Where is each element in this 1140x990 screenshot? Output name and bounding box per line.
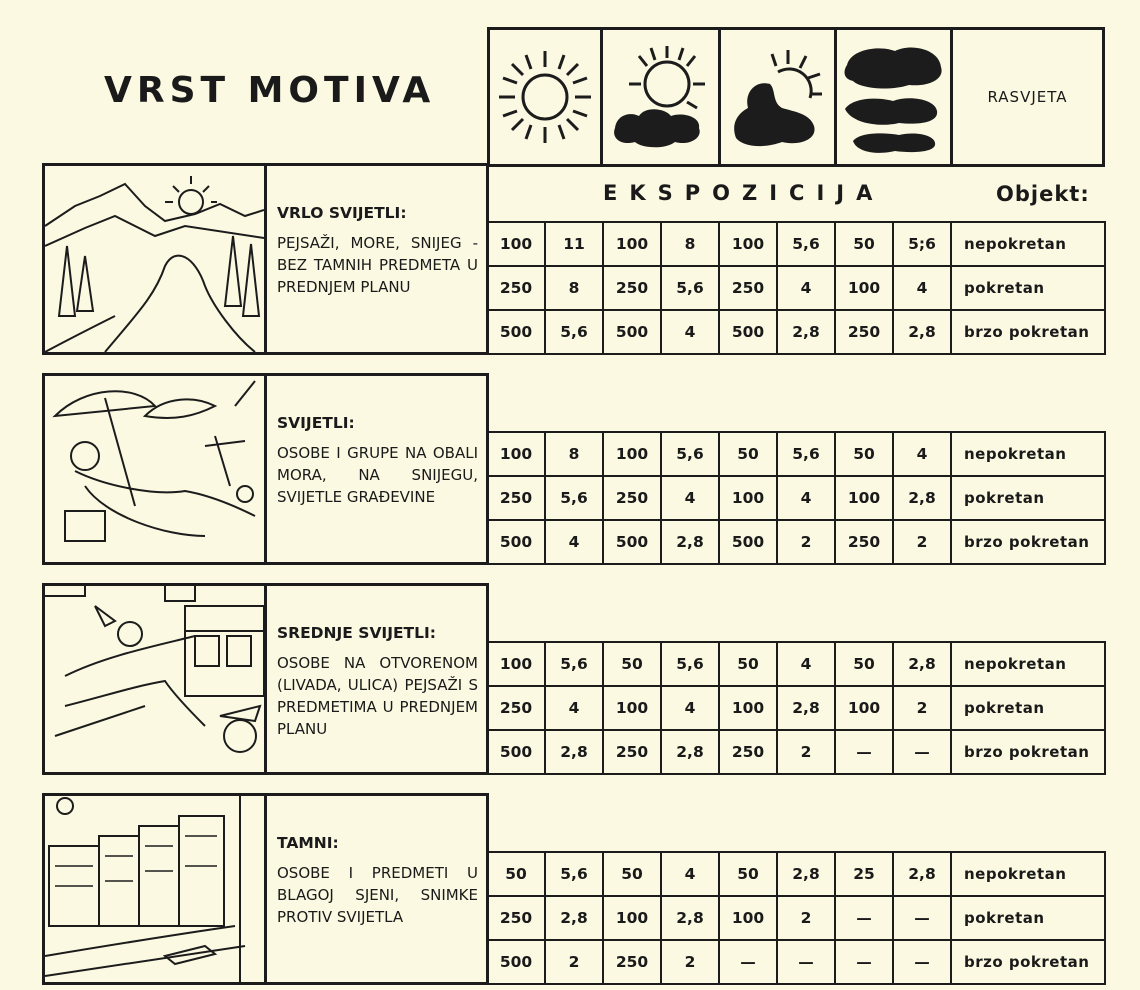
exposure-cell: 500 [603,310,661,354]
exposure-cell: 250 [603,266,661,310]
beach-people-illustration [45,376,264,562]
exposure-cell: 5,6 [777,432,835,476]
section-heading: SREDNJE SVIJETLI: [277,624,436,642]
exposure-cell: 11 [545,222,603,266]
objekt-cell: brzo pokretan [951,520,1105,564]
exposure-cell: 2,8 [777,686,835,730]
rasvjeta-label: RASVJETA [950,27,1105,167]
exposure-cell: 4 [777,266,835,310]
exposure-cell: 250 [835,520,893,564]
exposure-cell: — [893,940,951,984]
objekt-cell: pokretan [951,896,1105,940]
table-row [487,896,1105,940]
objekt-cell: nepokretan [951,852,1105,896]
exposure-cell: — [893,896,951,940]
objekt-cell: brzo pokretan [951,310,1105,354]
section-2-illustration [42,373,267,565]
exposure-cell: 250 [719,730,777,774]
exposure-cell: 2,8 [661,730,719,774]
lighting-sun-cloud-cell [600,27,721,167]
exposure-cell: 250 [835,310,893,354]
exposure-cell: 500 [487,940,545,984]
dark-clouds-icon [839,37,949,157]
exposure-cell: 500 [487,730,545,774]
exposure-cell: 100 [719,476,777,520]
exposure-cell: 50 [719,432,777,476]
table-row [487,222,1105,266]
objekt-cell: pokretan [951,266,1105,310]
exposure-cell: 250 [487,896,545,940]
table-row [487,266,1105,310]
exposure-cell: 2,8 [893,476,951,520]
exposure-cell: 2,8 [661,896,719,940]
exposure-cell: 5,6 [545,852,603,896]
table-row [487,940,1105,984]
exposure-cell: 500 [603,520,661,564]
exposure-cell: 50 [487,852,545,896]
street-tram-illustration [45,586,264,772]
exposure-cell: 4 [777,642,835,686]
exposure-cell: 2 [777,896,835,940]
exposure-cell: 500 [487,310,545,354]
exposure-cell: 2 [777,730,835,774]
exposure-cell: — [893,730,951,774]
objekt-label: Objekt: [996,182,1090,206]
table-row [487,432,1105,476]
exposure-cell: 100 [487,432,545,476]
exposure-cell: 250 [487,686,545,730]
exposure-cell: 8 [661,222,719,266]
exposure-cell: 2,8 [545,730,603,774]
exposure-cell: 50 [835,432,893,476]
lighting-cloud-sun-cell [718,27,837,167]
exposure-cell: 100 [603,432,661,476]
exposure-cell: 100 [487,642,545,686]
exposure-cell: 50 [603,642,661,686]
mountain-landscape-illustration [45,166,264,352]
section-heading: VRLO SVIJETLI: [277,204,407,222]
exposure-cell: 25 [835,852,893,896]
sun-behind-cloud-icon [609,42,713,152]
section-3-description [264,583,489,775]
exposure-cell: 5,6 [661,432,719,476]
exposure-cell: 5,6 [545,310,603,354]
exposure-cell: 4 [777,476,835,520]
section-1-description [264,163,489,355]
exposure-cell: 250 [603,730,661,774]
exposure-cell: 100 [835,476,893,520]
sun-icon [495,47,595,147]
exposure-cell: 100 [719,222,777,266]
exposure-cell: 5,6 [545,642,603,686]
exposure-cell: 50 [719,642,777,686]
exposure-cell: 100 [487,222,545,266]
table-row [487,730,1105,774]
exposure-cell: 4 [545,686,603,730]
exposure-cell: — [835,896,893,940]
section-heading: TAMNI: [277,834,339,852]
exposure-cell: 4 [661,310,719,354]
exposure-cell: 50 [719,852,777,896]
exposure-cell: 4 [661,476,719,520]
exposure-cell: 2,8 [777,852,835,896]
objekt-cell: nepokretan [951,432,1105,476]
lighting-overcast-cell [834,27,953,167]
section-4-exposure-table [486,851,1106,985]
exposure-cell: 100 [719,686,777,730]
exposure-cell: 50 [835,642,893,686]
section-text: PEJSAŽI, MORE, SNIJEG - BEZ TAMNIH PREDMETA U PREDNJEM PLANU [277,234,478,296]
objekt-cell: brzo pokretan [951,940,1105,984]
section-3-illustration [42,583,267,775]
exposure-cell: 5,6 [661,266,719,310]
objekt-cell: pokretan [951,476,1105,520]
exposure-cell: 2 [777,520,835,564]
exposure-cell: 250 [487,266,545,310]
table-row [487,310,1105,354]
exposure-cell: — [835,940,893,984]
exposure-cell: 2,8 [545,896,603,940]
lighting-sunny-cell [487,27,603,167]
exposure-cell: — [835,730,893,774]
section-text: OSOBE I GRUPE NA OBALI MORA, NA SNIJEGU, SVIJETLE GRAĐEVINE [277,444,478,506]
exposure-cell: 100 [603,896,661,940]
objekt-cell: pokretan [951,686,1105,730]
exposure-cell: 100 [835,266,893,310]
exposure-cell: 250 [603,476,661,520]
exposure-cell: 500 [719,310,777,354]
objekt-cell: nepokretan [951,642,1105,686]
section-text: OSOBE NA OTVORENOM (LIVADA, ULICA) PEJSAŽI S PREDMETIMA U PREDNJEM PLANU [277,654,478,738]
ekspozicija-label: EKSPOZICIJA [603,181,885,205]
table-row [487,642,1105,686]
exposure-cell: 5,6 [777,222,835,266]
page-title: VRST MOTIVA [104,70,436,111]
exposure-cell: 4 [661,852,719,896]
exposure-cell: 100 [603,222,661,266]
exposure-cell: 250 [719,266,777,310]
section-3-exposure-table [486,641,1106,775]
exposure-cell: 5,6 [661,642,719,686]
exposure-cell: 2,8 [893,310,951,354]
exposure-cell: 2 [893,520,951,564]
exposure-cell: 2,8 [661,520,719,564]
section-1-illustration [42,163,267,355]
objekt-cell: brzo pokretan [951,730,1105,774]
exposure-cell: 5;6 [893,222,951,266]
section-1-exposure-table [486,221,1106,355]
objekt-cell: nepokretan [951,222,1105,266]
exposure-cell: 500 [487,520,545,564]
exposure-cell: 2 [893,686,951,730]
exposure-cell: 4 [545,520,603,564]
city-buildings-illustration [45,796,264,982]
exposure-cell: 4 [893,266,951,310]
section-2-exposure-table [486,431,1106,565]
exposure-cell: 2,8 [893,852,951,896]
exposure-cell: 100 [719,896,777,940]
exposure-cell: 50 [603,852,661,896]
table-row [487,520,1105,564]
section-4-description [264,793,489,985]
exposure-cell: 8 [545,432,603,476]
exposure-cell: 2 [661,940,719,984]
section-4-illustration [42,793,267,985]
section-text: OSOBE I PREDMETI U BLAGOJ SJENI, SNIMKE PROTIV SVIJETLA [277,864,478,926]
exposure-cell: 2 [545,940,603,984]
exposure-cell: 5,6 [545,476,603,520]
exposure-cell: 250 [603,940,661,984]
exposure-cell: 4 [661,686,719,730]
exposure-cell: 100 [835,686,893,730]
exposure-cell: 2,8 [777,310,835,354]
exposure-cell: 500 [719,520,777,564]
exposure-cell: — [719,940,777,984]
exposure-cell: 4 [893,432,951,476]
section-2-description [264,373,489,565]
exposure-cell: — [777,940,835,984]
table-row [487,476,1105,520]
exposure-cell: 100 [603,686,661,730]
section-heading: SVIJETLI: [277,414,355,432]
exposure-cell: 250 [487,476,545,520]
exposure-cell: 8 [545,266,603,310]
table-row [487,686,1105,730]
cloud-over-sun-icon [726,42,830,152]
table-row [487,852,1105,896]
exposure-cell: 50 [835,222,893,266]
exposure-cell: 2,8 [893,642,951,686]
